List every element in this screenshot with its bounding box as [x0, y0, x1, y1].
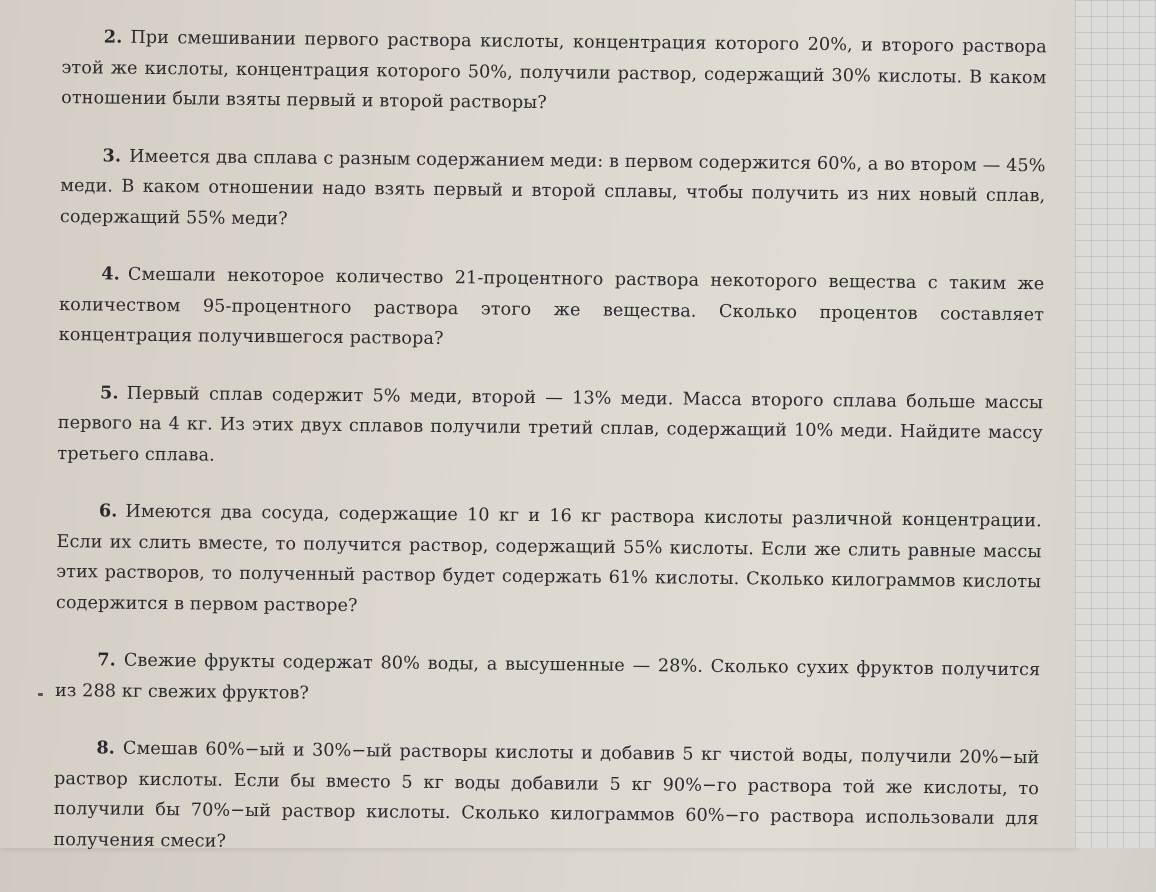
problem-number: 5. — [100, 381, 119, 404]
problem-text: Смешав 60%−ый и 30%−ый растворы кислоты и добавив 5 кг чистой воды, получили 20%−ый раствор кислоты. Если бы вместо 5 кг воды добавили 5 кг 90%−го раствора той же кислоты, то получили бы 70%−ый раствор кислоты. Сколько килограммов 60%−го раствора использовали для получения смеси? — [53, 738, 1040, 852]
problem-text: Первый сплав содержит 5% меди, второй — 13% меди. Масса второго сплава больше массы первого на 4 кг. Из этих двух сплавов получили третий сплав, содержащий 10% меди. Найдите массу третьего сплава. — [57, 383, 1044, 466]
problem-number: 8. — [96, 737, 116, 759]
problem-2 — [61, 22, 1047, 124]
problem-number: 3. — [102, 144, 122, 167]
problem-number: 7. — [97, 649, 117, 671]
problem-text: Имеется два сплава с разным содержанием меди: в первом содержится 60%, а во втором — 45% меди. В каком отношении надо взять первый и второй сплавы, чтобы получить из них новый сплав, содержащий 55% меди? — [59, 146, 1046, 229]
problem-number: 4. — [101, 263, 121, 285]
grid-paper-edge — [1075, 0, 1156, 848]
problem-8 — [53, 733, 1039, 865]
problem-3 — [60, 140, 1046, 242]
problem-text: Смешали некоторое количество 21-процентного раствора некоторого вещества с таким же количеством 95-процентного раствора этого же вещества. Сколько процентов составляет концентрация получившегося раствора? — [58, 264, 1045, 350]
problem-6 — [56, 496, 1042, 628]
problem-4 — [59, 259, 1045, 361]
margin-mark — [38, 693, 43, 696]
problem-text: При смешивании первого раствора кислоты, концентрация которого 20%, и второго раствора этой же кислоты, концентрация которого 50%, получили раствор, содержащий 30% кислоты. В каком отношении были взяты первый и второй растворы? — [61, 27, 1047, 114]
problem-5 — [57, 377, 1043, 479]
problem-7 — [55, 645, 1041, 716]
problem-text: Имеются два сосуда, содержащие 10 кг и 16 кг раствора кислоты различной концентрации. Если их слить вместе, то получится раствор, содержащий 55% кислоты. Если же слить равные массы этих растворов, то полученный раствор будет содержать 61% кислоты. Сколько килограммов кислоты содержится в первом растворе? — [55, 501, 1042, 616]
problem-number: 6. — [98, 500, 118, 522]
problem-list — [53, 22, 1047, 892]
problem-text: Свежие фрукты содержат 80% воды, а высушенные — 28%. Сколько сухих фруктов получится из 288 кг свежих фруктов? — [54, 650, 1041, 704]
problem-number: 2. — [103, 26, 123, 48]
